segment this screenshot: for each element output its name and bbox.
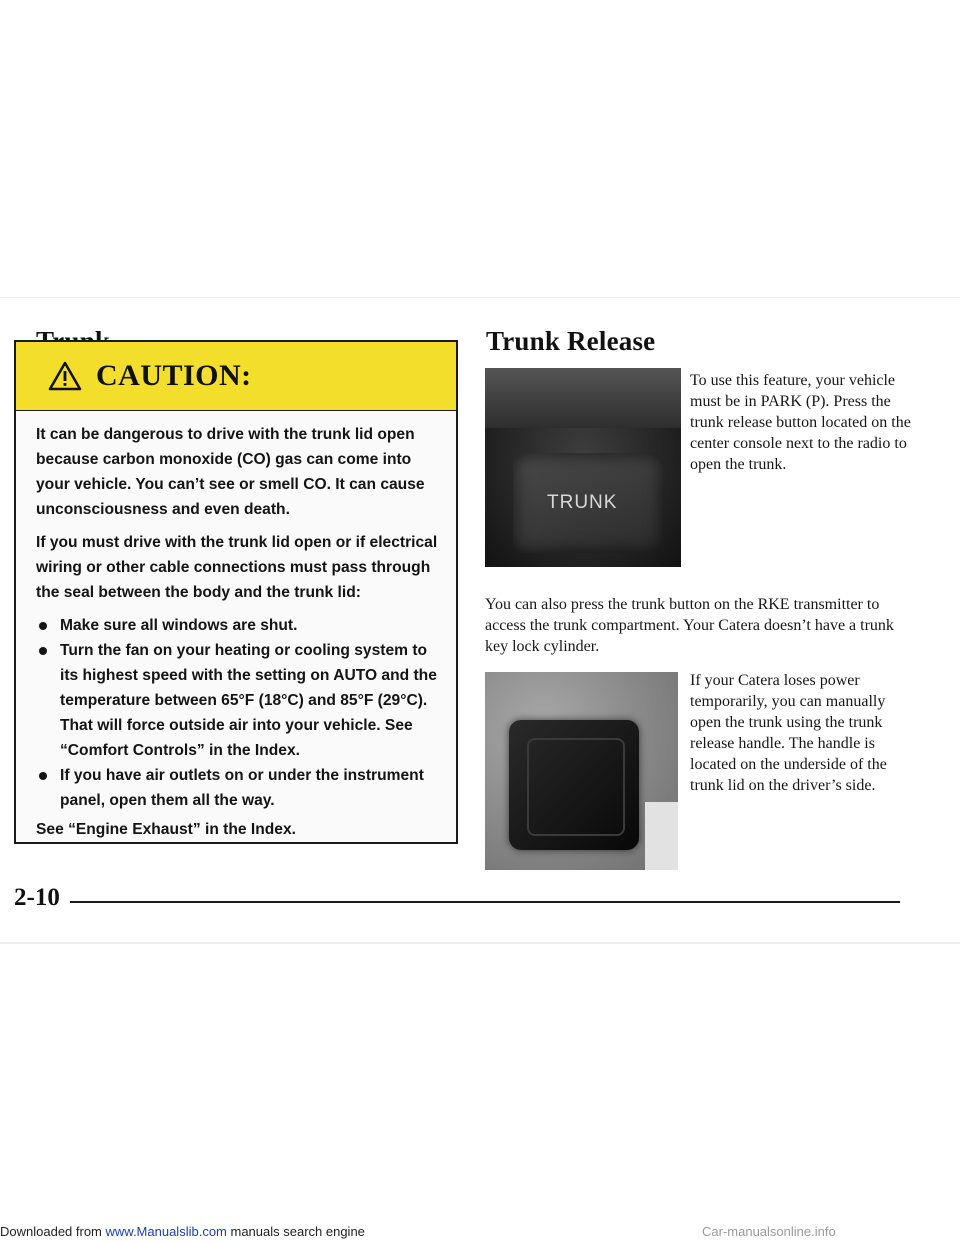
footer-suffix: manuals search engine	[226, 1224, 365, 1239]
manualslib-link[interactable]: www.Manualslib.com	[105, 1224, 227, 1239]
caution-bullet: Turn the fan on your heating or cooling system to its highest speed with the setting on AUTO and the temperature between 65°F (18°C) and 85°F (29°C). That will force outside air into your vehicle. See “Comfort Controls” in the Index.	[36, 638, 442, 763]
watermark-text: Car-manualsonline.info	[702, 1224, 836, 1239]
caution-paragraph-1: It can be dangerous to drive with the trunk lid open because carbon monoxide (CO) gas can come into your vehicle. You can’t see or smell CO. It can cause unconsciousness and even death.	[36, 426, 425, 518]
caution-bullet-list	[36, 613, 442, 813]
caution-text	[36, 422, 442, 850]
page-number: 2-10	[14, 884, 60, 911]
caution-label: CAUTION:	[96, 359, 252, 392]
caution-bullet: If you have air outlets on or under the instrument panel, open them all the way.	[36, 763, 442, 813]
trunk-button-photo	[485, 368, 681, 567]
trunk-release-handle-photo	[485, 672, 678, 870]
caution-bullet: Make sure all windows are shut.	[36, 613, 442, 638]
caution-box	[14, 340, 458, 844]
caution-paragraph-2: If you must drive with the trunk lid open or if electrical wiring or other cable connections must pass through the seal between the body and the trunk lid:	[36, 534, 438, 601]
bottom-divider	[0, 942, 960, 944]
trunk-release-paragraph-1: To use this feature, your vehicle must be in PARK (P). Press the trunk release button located on the center console next to the radio to open the trunk.	[690, 372, 911, 473]
top-divider	[0, 297, 960, 298]
footer-prefix: Downloaded from	[0, 1224, 106, 1239]
caution-header	[16, 342, 456, 411]
trunk-button-photo-label: TRUNK	[547, 492, 618, 513]
trunk-release-paragraph-2: You can also press the trunk button on the RKE transmitter to access the trunk compartment. Your Catera doesn’t have a trunk key lock cylinder.	[485, 596, 894, 655]
trunk-release-paragraph-3: If your Catera loses power temporarily, you can manually open the trunk using the trunk release handle. The handle is located on the underside of the trunk lid on the driver’s side.	[690, 672, 887, 794]
page-rule	[70, 901, 900, 903]
download-footer	[0, 1224, 365, 1239]
section-heading-trunk-release: Trunk Release	[486, 326, 656, 356]
warning-triangle-icon	[48, 361, 82, 391]
trunk-release-handle-image	[509, 720, 639, 850]
caution-see-also: See “Engine Exhaust” in the Index.	[36, 821, 296, 838]
